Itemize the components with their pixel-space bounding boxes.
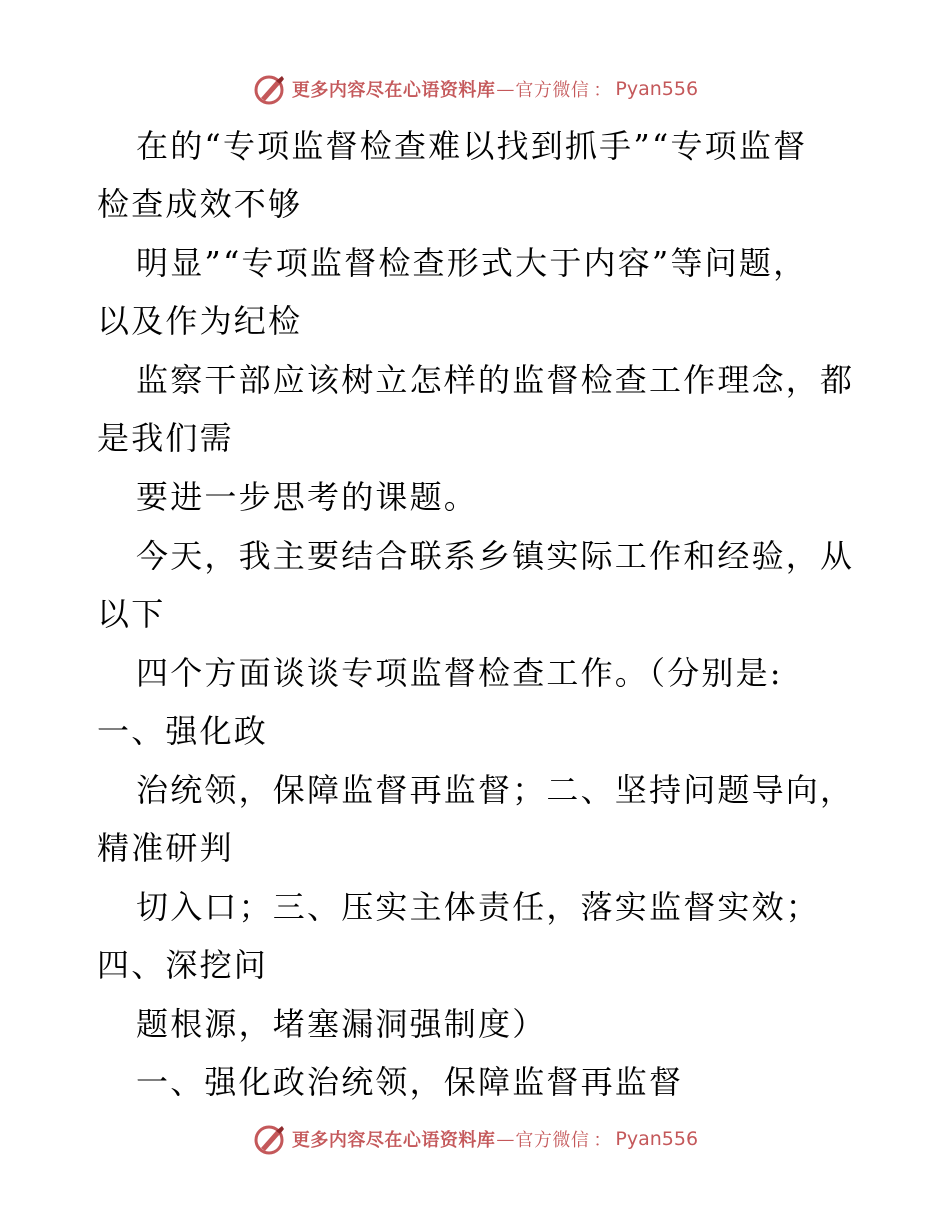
watermark-label: 官方微信 <box>515 80 590 101</box>
pen-logo-icon <box>252 72 288 106</box>
text-line: 检查成效不够 <box>97 185 303 223</box>
watermark-separator: ： <box>593 1130 612 1151</box>
text-line: 精准研判 <box>97 829 234 867</box>
text-line: 治统领，保障监督再监督；二、坚持问题导向， <box>136 771 855 809</box>
text-line: 要进一步思考的课题。 <box>136 478 479 516</box>
text-line: 在的“专项监督检查难以找到抓手”“专项监督 <box>136 127 808 165</box>
watermark-wechat-id: Pyan556 <box>615 1128 699 1150</box>
text-line: 切入口；三、压实主体责任，落实监督实效； <box>136 888 821 926</box>
text-line: 以及作为纪检 <box>97 302 303 340</box>
watermark-dash: — <box>496 1128 515 1150</box>
watermark-dash: — <box>496 78 515 100</box>
watermark-header <box>0 72 950 106</box>
text-line: 明显”“专项监督检查形式大于内容”等问题， <box>136 244 808 282</box>
watermark-label: 官方微信 <box>515 1130 590 1151</box>
text-line: 四个方面谈谈专项监督检查工作。（分别是: <box>136 654 783 692</box>
watermark-footer <box>0 1122 950 1156</box>
pen-logo-icon <box>252 1122 288 1156</box>
text-line: 一、强化政 <box>97 712 269 750</box>
text-line: 题根源，堵塞漏洞强制度） <box>136 1005 547 1043</box>
text-line: 今天，我主要结合联系乡镇实际工作和经验，从 <box>136 537 855 575</box>
text-line: 监察干部应该树立怎样的监督检查工作理念，都 <box>136 361 855 399</box>
watermark-brand: 更多内容尽在心语资料库 <box>291 1130 496 1151</box>
watermark-wechat-id: Pyan556 <box>615 78 699 100</box>
watermark-brand: 更多内容尽在心语资料库 <box>291 80 496 101</box>
text-line: 是我们需 <box>97 419 234 457</box>
text-line: 以下 <box>97 595 166 633</box>
section-heading: 一、强化政治统领，保障监督再监督 <box>136 1063 684 1101</box>
text-line: 四、深挖问 <box>97 946 269 984</box>
watermark-separator: ： <box>593 80 612 101</box>
